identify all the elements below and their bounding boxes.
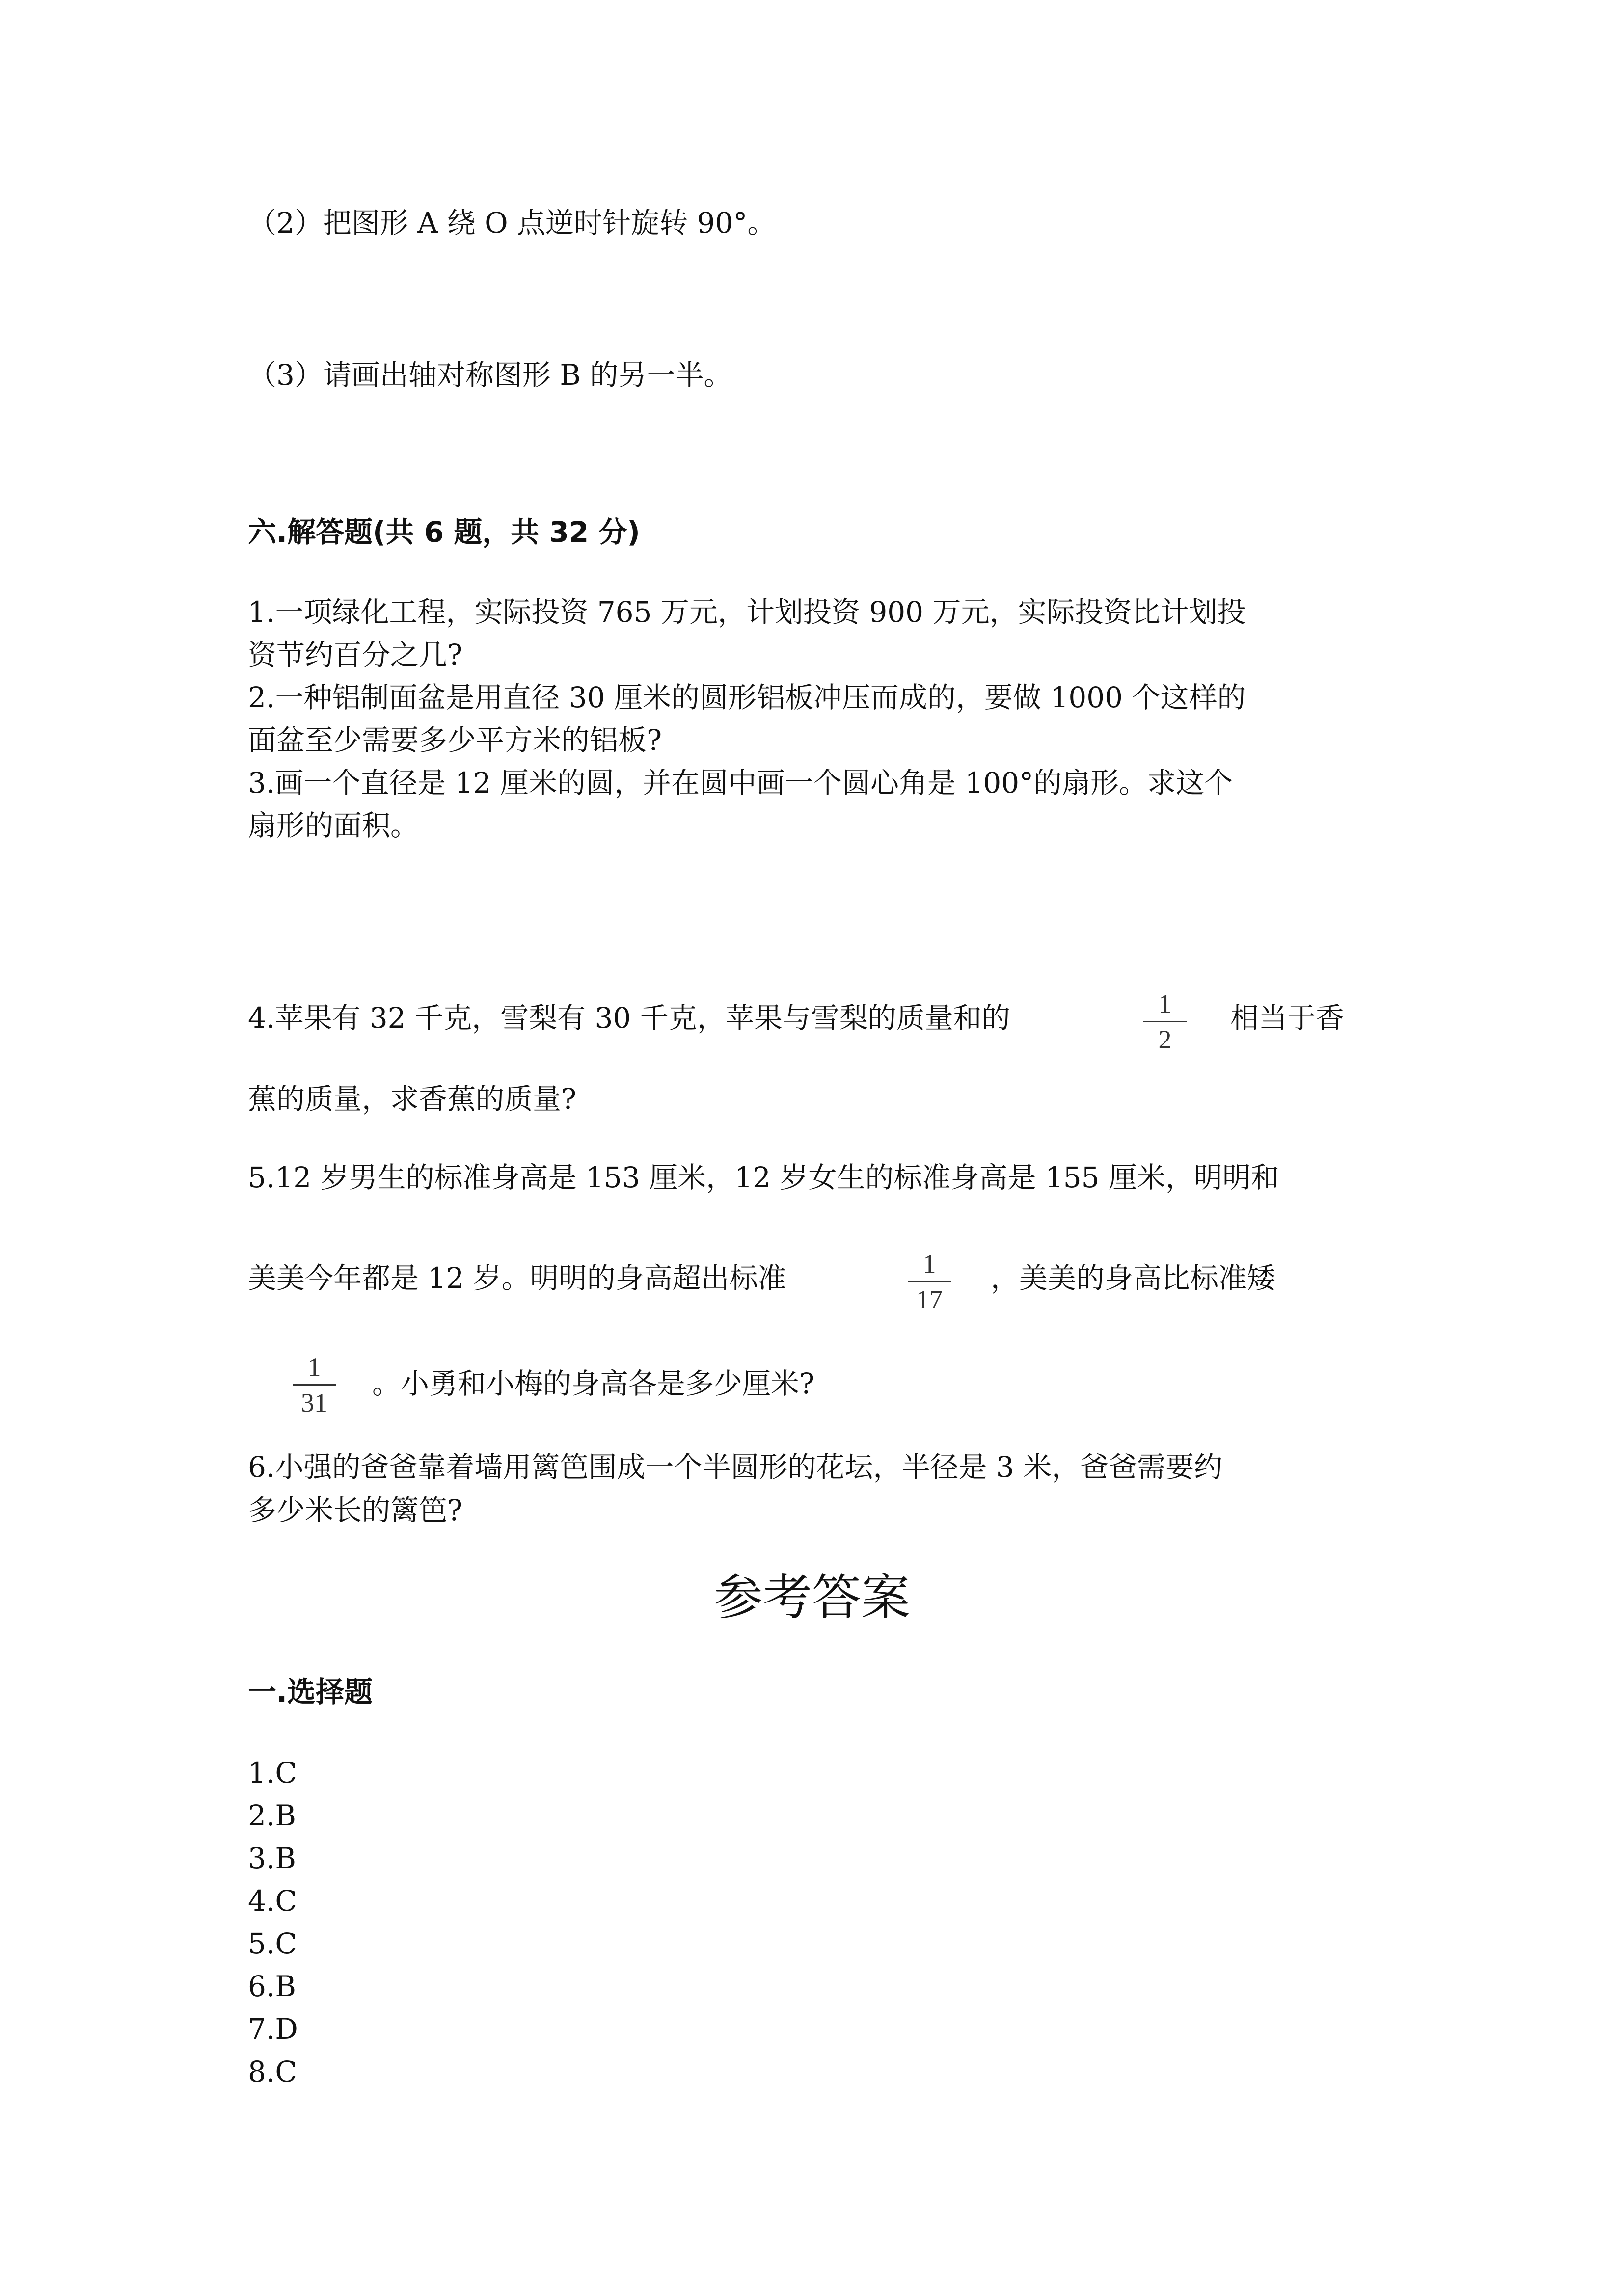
question-6-6-line1: 6.小强的爸爸靠着墙用篱笆围成一个半圆形的花坛，半径是 3 米，爸爸需要约 (248, 1450, 1223, 1484)
answer-item: 5.C (248, 1927, 297, 1960)
fraction-bar (908, 1281, 951, 1282)
question-6-1-line2: 资节约百分之几? (248, 638, 463, 671)
question-6-3-line2: 扇形的面积。 (248, 809, 419, 842)
question-6-4-line2: 蕉的质量，求香蕉的质量? (248, 1082, 577, 1116)
question-6-4-part2: 相当于香 (1230, 1001, 1345, 1035)
answers-title: 参考答案 (714, 1569, 910, 1626)
fraction-bar (1143, 1021, 1187, 1022)
fraction-numerator: 1 (922, 1249, 936, 1279)
fraction-bar (293, 1384, 336, 1386)
fraction-numerator: 1 (1158, 989, 1172, 1018)
answer-item: 2.B (248, 1799, 296, 1832)
fraction-denominator: 31 (301, 1388, 327, 1417)
fraction-denominator: 2 (1158, 1025, 1172, 1054)
answer-item: 1.C (248, 1756, 297, 1789)
answer-item: 7.D (248, 2012, 298, 2046)
question-6-4-part1: 4.苹果有 32 千克，雪梨有 30 千克，苹果与雪梨的质量和的 (248, 1001, 1010, 1035)
fraction-one-seventeenth (902, 1251, 956, 1313)
question-6-3-line1: 3.画一个直径是 12 厘米的圆，并在圆中画一个圆心角是 100°的扇形。求这个 (248, 766, 1233, 800)
answers-section-1-heading: 一.选择题 (248, 1675, 373, 1709)
fraction-numerator: 1 (307, 1352, 321, 1382)
question-6-2-line1: 2.一种铝制面盆是用直径 30 厘米的圆形铝板冲压而成的，要做 1000 个这样的 (248, 681, 1246, 714)
section-6-heading: 六.解答题(共 6 题，共 32 分) (248, 515, 640, 549)
question-6-1-line1: 1.一项绿化工程，实际投资 765 万元，计划投资 900 万元，实际投资比计划投 (248, 595, 1246, 629)
question-6-5-part3: 。小勇和小梅的身高各是多少厘米? (372, 1367, 815, 1400)
question-6-2-line2: 面盆至少需要多少平方米的铝板? (248, 723, 662, 757)
question-6-5-part1: 美美今年都是 12 岁。明明的身高超出标准 (248, 1261, 786, 1295)
question-6-6-line2: 多少米长的篱笆? (248, 1494, 463, 1527)
answer-item: 4.C (248, 1884, 297, 1918)
fraction-one-thirty-first (287, 1354, 341, 1416)
question-5-2: （2）把图形 A 绕 O 点逆时针旋转 90°。 (248, 206, 776, 240)
answer-item: 6.B (248, 1970, 296, 2003)
question-6-5-line1: 5.12 岁男生的标准身高是 153 厘米，12 岁女生的标准身高是 155 厘米，明明和 (248, 1161, 1279, 1194)
question-6-5-part2: ，美美的身高比标准矮 (991, 1261, 1276, 1295)
answer-item: 3.B (248, 1842, 296, 1875)
question-5-3: （3）请画出轴对称图形 B 的另一半。 (248, 358, 732, 392)
answer-item: 8.C (248, 2055, 297, 2088)
fraction-one-half (1138, 990, 1192, 1053)
fraction-denominator: 17 (916, 1285, 943, 1314)
